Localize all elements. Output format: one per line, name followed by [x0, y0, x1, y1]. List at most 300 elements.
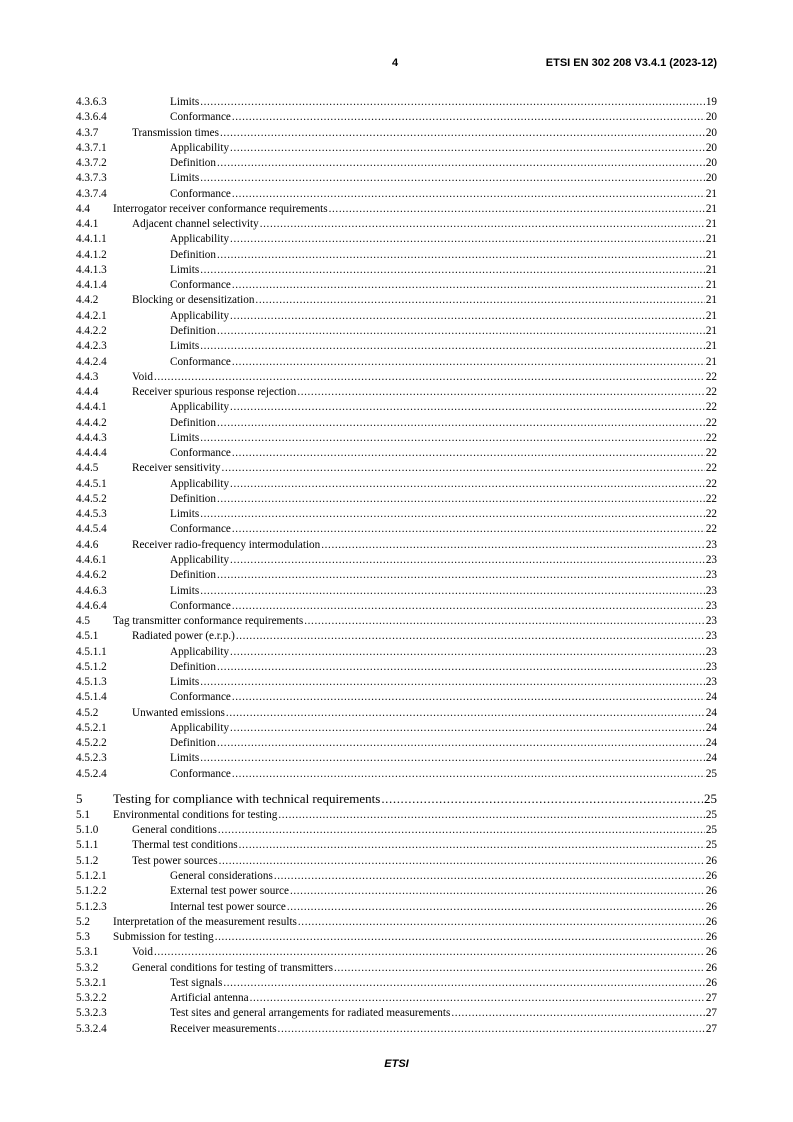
toc-dot-leader: [200, 339, 705, 354]
toc-entry-number: 5.3.1: [76, 946, 99, 959]
toc-entry-line: [170, 431, 717, 446]
toc-dot-leader: [274, 869, 705, 884]
toc-dot-leader: [200, 507, 705, 522]
toc-entry-page: 21: [705, 309, 717, 324]
toc-entry-title: Limits: [170, 584, 200, 597]
toc-dot-leader: [232, 355, 705, 370]
toc-dot-leader: [381, 789, 703, 808]
toc-entry-page: 21: [705, 248, 717, 263]
toc-entry-line: [170, 263, 717, 278]
toc-entry-line: [170, 522, 717, 537]
toc-entry[interactable]: [76, 156, 717, 171]
toc-entry[interactable]: [76, 869, 717, 884]
toc-entry-number: 4.3.7: [76, 126, 99, 139]
toc-entry[interactable]: [76, 629, 717, 644]
toc-entry-title: Test power sources: [132, 854, 218, 867]
toc-entry-page: 21: [705, 217, 717, 232]
toc-entry-number: 4.4.1.4: [76, 279, 107, 292]
toc-entry-number: 4.5.1.2: [76, 660, 107, 673]
toc-entry-line: [170, 187, 717, 202]
toc-dot-leader: [236, 629, 705, 644]
toc-entry-number: 4.4.1.3: [76, 263, 107, 276]
toc-dot-leader: [219, 854, 705, 869]
toc-entry-number: 4.4: [76, 202, 90, 215]
toc-entry-title: Void: [132, 370, 153, 383]
toc-entry-page: 22: [705, 446, 717, 461]
toc-entry-title: Transmission times: [132, 126, 219, 139]
toc-entry-number: 4.4.5.1: [76, 477, 107, 490]
toc-entry-line: [132, 961, 717, 976]
toc-entry-title: Receiver measurements: [170, 1022, 277, 1035]
toc-entry-line: [132, 370, 717, 385]
toc-entry-page: 23: [705, 599, 717, 614]
toc-entry-page: 24: [705, 690, 717, 705]
toc-entry-line: [170, 492, 717, 507]
toc-entry[interactable]: [76, 461, 717, 476]
toc-entry-page: 26: [705, 930, 717, 945]
toc-entry-page: 24: [705, 751, 717, 766]
toc-entry-page: 22: [705, 492, 717, 507]
toc-entry-number: 5.1.0: [76, 824, 99, 837]
toc-entry-page: 23: [705, 675, 717, 690]
toc-entry[interactable]: [76, 324, 717, 339]
toc-entry[interactable]: [76, 492, 717, 507]
toc-entry[interactable]: [76, 961, 717, 976]
toc-entry-title: Artificial antenna: [170, 992, 249, 1005]
toc-entry-number: 4.3.7.3: [76, 172, 107, 185]
toc-entry-number: 4.5.2.4: [76, 767, 107, 780]
toc-entry[interactable]: [76, 751, 717, 766]
toc-entry-title: General conditions: [132, 824, 217, 837]
toc-entry-number: 5.3.2.3: [76, 1007, 107, 1020]
toc-dot-leader: [223, 976, 704, 991]
toc-entry-title: Thermal test conditions: [132, 839, 238, 852]
toc-dot-leader: [239, 838, 705, 853]
toc-entry-title: Blocking or desensitization: [132, 294, 255, 307]
toc-dot-leader: [217, 492, 705, 507]
toc-dot-leader: [217, 736, 705, 751]
toc-entry-line: [132, 461, 717, 476]
toc-entry-page: 23: [705, 568, 717, 583]
toc-entry-title: Submission for testing: [113, 931, 214, 944]
toc-entry-number: 5.1: [76, 808, 90, 821]
toc-entry[interactable]: [76, 808, 717, 823]
toc-entry[interactable]: [76, 278, 717, 293]
toc-entry[interactable]: [76, 584, 717, 599]
toc-entry-line: [170, 991, 717, 1006]
toc-entry[interactable]: [76, 900, 717, 915]
toc-entry-number: 5: [76, 790, 83, 806]
toc-entry-title: Limits: [170, 172, 200, 185]
toc-entry-line: [170, 507, 717, 522]
toc-entry[interactable]: [76, 248, 717, 263]
toc-entry-page: 25: [705, 823, 717, 838]
toc-entry-line: [113, 789, 717, 808]
toc-dot-leader: [200, 263, 705, 278]
toc-dot-leader: [230, 645, 705, 660]
toc-dot-leader: [217, 660, 705, 675]
toc-entry-title: Tag transmitter conformance requirements: [113, 615, 304, 628]
toc-entry[interactable]: [76, 1006, 717, 1021]
toc-entry-number: 4.4.2.1: [76, 309, 107, 322]
toc-entry-line: [170, 477, 717, 492]
toc-entry-page: 23: [705, 660, 717, 675]
toc-entry-number: 5.3.2: [76, 961, 99, 974]
toc-entry-number: 4.3.6.3: [76, 96, 107, 108]
toc-entry-page: 26: [705, 915, 717, 930]
toc-entry-page: 26: [705, 945, 717, 960]
toc-entry-page: 23: [705, 629, 717, 644]
toc-entry-line: [170, 95, 717, 110]
toc-dot-leader: [232, 446, 705, 461]
toc-dot-leader: [218, 823, 705, 838]
toc-dot-leader: [154, 370, 705, 385]
toc-entry-title: Interpretation of the measurement results: [113, 915, 297, 928]
toc-entry-title: Conformance: [170, 599, 231, 612]
toc-entry-title: Applicability: [170, 721, 230, 734]
toc-entry[interactable]: [76, 110, 717, 125]
toc-entry[interactable]: [76, 991, 717, 1006]
toc-entry-number: 4.4.6.4: [76, 599, 107, 612]
toc-entry[interactable]: [76, 823, 717, 838]
toc-entry-page: 24: [705, 736, 717, 751]
toc-entry-title: Limits: [170, 676, 200, 689]
toc-entry-number: 5.3: [76, 931, 90, 944]
toc-entry[interactable]: [76, 568, 717, 583]
toc-entry[interactable]: [76, 690, 717, 705]
toc-dot-leader: [334, 961, 705, 976]
toc-dot-leader: [200, 95, 705, 110]
toc-entry-page: 19: [705, 95, 717, 110]
toc-dot-leader: [200, 171, 705, 186]
toc-dot-leader: [232, 767, 705, 782]
toc-entry-line: [170, 976, 717, 991]
toc-entry-number: 5.2: [76, 915, 90, 928]
toc-entry-page: 21: [705, 202, 717, 217]
toc-entry-number: 4.4.1.1: [76, 233, 107, 246]
toc-entry-page: 22: [705, 416, 717, 431]
toc-entry-title: Definition: [170, 324, 216, 337]
toc-entry-line: [113, 614, 717, 629]
toc-entry[interactable]: [76, 736, 717, 751]
toc-entry-title: External test power source: [170, 885, 289, 898]
toc-entry-number: 4.4.2: [76, 294, 99, 307]
toc-entry[interactable]: [76, 309, 717, 324]
toc-dot-leader: [278, 1022, 705, 1037]
toc-entry-line: [113, 915, 717, 930]
toc-entry-line: [170, 248, 717, 263]
toc-entry-number: 5.1.2.1: [76, 870, 107, 883]
toc-entry[interactable]: [76, 293, 717, 308]
toc-entry[interactable]: [76, 945, 717, 960]
toc-entry-line: [170, 736, 717, 751]
toc-entry-title: Conformance: [170, 187, 231, 200]
toc-entry-page: 23: [705, 645, 717, 660]
toc-entry[interactable]: [76, 477, 717, 492]
toc-entry[interactable]: [76, 522, 717, 537]
toc-entry[interactable]: [76, 385, 717, 400]
toc-entry-number: 4.4.4: [76, 386, 99, 399]
toc-entry[interactable]: [76, 599, 717, 614]
toc-dot-leader: [217, 156, 705, 171]
toc-entry-line: [170, 309, 717, 324]
toc-entry[interactable]: [76, 339, 717, 354]
toc-entry[interactable]: [76, 446, 717, 461]
toc-dot-leader: [200, 431, 705, 446]
toc-entry[interactable]: [76, 416, 717, 431]
toc-entry-number: 4.5.1.4: [76, 691, 107, 704]
toc-entry-page: 21: [705, 232, 717, 247]
toc-entry-line: [132, 854, 717, 869]
toc-dot-leader: [304, 614, 705, 629]
toc-entry-number: 4.4.6.3: [76, 584, 107, 597]
toc-dot-leader: [232, 690, 705, 705]
toc-entry-line: [170, 156, 717, 171]
toc-dot-leader: [230, 400, 705, 415]
toc-entry-page: 21: [705, 263, 717, 278]
toc-entry-line: [170, 278, 717, 293]
toc-entry[interactable]: [76, 263, 717, 278]
toc-entry-page: 26: [705, 976, 717, 991]
toc-entry-title: Limits: [170, 508, 200, 521]
toc-dot-leader: [255, 293, 704, 308]
toc-entry[interactable]: [76, 976, 717, 991]
toc-entry-line: [170, 1006, 717, 1021]
toc-entry-line: [132, 823, 717, 838]
toc-dot-leader: [154, 945, 705, 960]
toc-entry-title: Conformance: [170, 691, 231, 704]
toc-entry-number: 4.4.5.4: [76, 523, 107, 536]
toc-entry[interactable]: [76, 660, 717, 675]
toc-entry-line: [132, 706, 717, 721]
toc-entry-line: [170, 900, 717, 915]
toc-entry[interactable]: [76, 884, 717, 899]
toc-entry-page: 21: [705, 355, 717, 370]
toc-entry-number: 4.5: [76, 615, 90, 628]
toc-entry-line: [170, 884, 717, 899]
toc-entry-line: [170, 751, 717, 766]
toc-entry-page: 21: [705, 293, 717, 308]
toc-entry-title: Applicability: [170, 477, 230, 490]
toc-entry-page: 26: [705, 884, 717, 899]
toc-dot-leader: [232, 110, 705, 125]
toc-entry[interactable]: [76, 930, 717, 945]
toc-entry-line: [113, 808, 717, 823]
toc-dot-leader: [230, 232, 705, 247]
toc-entry-page: 20: [705, 156, 717, 171]
toc-entry-title: Interrogator receiver conformance requirements: [113, 202, 328, 215]
toc-entry-line: [170, 324, 717, 339]
toc-entry-title: Definition: [170, 157, 216, 170]
toc-entry-line: [170, 584, 717, 599]
toc-entry-line: [132, 629, 717, 644]
toc-entry[interactable]: [76, 232, 717, 247]
toc-entry-number: 4.5.1: [76, 630, 99, 643]
toc-entry[interactable]: [76, 141, 717, 156]
toc-entry[interactable]: [76, 789, 717, 808]
toc-entry-title: Limits: [170, 340, 200, 353]
toc-dot-leader: [278, 808, 704, 823]
toc-entry-line: [132, 293, 717, 308]
toc-dot-leader: [217, 568, 705, 583]
toc-entry-number: 4.4.6.2: [76, 569, 107, 582]
toc-entry[interactable]: [76, 706, 717, 721]
toc-entry[interactable]: [76, 400, 717, 415]
toc-entry-line: [113, 202, 717, 217]
toc-entry[interactable]: [76, 767, 717, 782]
toc-dot-leader: [290, 884, 705, 899]
toc-entry[interactable]: [76, 187, 717, 202]
toc-entry-number: 4.5.1.1: [76, 645, 107, 658]
toc-entry[interactable]: [76, 645, 717, 660]
toc-entry-page: 25: [704, 790, 717, 806]
toc-dot-leader: [287, 900, 705, 915]
header-document-id: ETSI EN 302 208 V3.4.1 (2023-12): [545, 57, 717, 69]
toc-entry-number: 4.3.7.2: [76, 157, 107, 170]
toc-entry-page: 27: [705, 991, 717, 1006]
toc-entry[interactable]: [76, 854, 717, 869]
toc-entry-line: [170, 645, 717, 660]
toc-dot-leader: [232, 522, 705, 537]
toc-entry-page: 25: [705, 767, 717, 782]
toc-entry[interactable]: [76, 1022, 717, 1037]
toc-entry-title: Conformance: [170, 111, 231, 124]
toc-entry-line: [113, 930, 717, 945]
toc-entry[interactable]: [76, 202, 717, 217]
toc-entry-number: 4.4.5.2: [76, 492, 107, 505]
toc-dot-leader: [232, 187, 705, 202]
toc-entry-page: 25: [705, 838, 717, 853]
toc-entry[interactable]: [76, 355, 717, 370]
toc-entry-title: Conformance: [170, 447, 231, 460]
toc-entry-title: Radiated power (e.r.p.): [132, 630, 235, 643]
toc-entry[interactable]: [76, 538, 717, 553]
toc-entry-number: 4.5.2: [76, 706, 99, 719]
toc-entry-line: [170, 767, 717, 782]
toc-entry-title: Applicability: [170, 401, 230, 414]
toc-entry-line: [170, 553, 717, 568]
toc-entry-line: [170, 675, 717, 690]
toc-entry-title: Void: [132, 946, 153, 959]
toc-dot-leader: [200, 751, 705, 766]
toc-entry[interactable]: [76, 614, 717, 629]
toc-entry-line: [170, 1022, 717, 1037]
toc-entry-line: [170, 660, 717, 675]
toc-entry-number: 4.3.6.4: [76, 111, 107, 124]
toc-entry-page: 22: [705, 431, 717, 446]
toc-entry-number: 4.4.2.2: [76, 324, 107, 337]
toc-entry-number: 4.4.4.1: [76, 401, 107, 414]
toc-entry-title: Receiver radio-frequency intermodulation: [132, 538, 321, 551]
toc-entry-number: 5.3.2.1: [76, 976, 107, 989]
toc-entry[interactable]: [76, 838, 717, 853]
toc-entry-title: Definition: [170, 248, 216, 261]
toc-dot-leader: [297, 385, 704, 400]
toc-entry-title: Definition: [170, 660, 216, 673]
toc-dot-leader: [451, 1006, 704, 1021]
toc-entry[interactable]: [76, 126, 717, 141]
toc-entry-page: 20: [705, 110, 717, 125]
table-of-contents: [76, 95, 717, 1037]
toc-entry-page: 22: [705, 507, 717, 522]
toc-entry-number: 4.4.5.3: [76, 508, 107, 521]
page-header: [0, 57, 793, 73]
toc-entry[interactable]: [76, 370, 717, 385]
toc-entry-number: 4.4.3: [76, 370, 99, 383]
toc-entry-page: 26: [705, 854, 717, 869]
toc-entry[interactable]: [76, 675, 717, 690]
toc-entry-page: 24: [705, 706, 717, 721]
toc-entry-page: 26: [705, 961, 717, 976]
toc-entry-title: Conformance: [170, 523, 231, 536]
toc-entry-line: [132, 217, 717, 232]
toc-dot-leader: [215, 930, 705, 945]
toc-entry-number: 4.4.1.2: [76, 248, 107, 261]
toc-entry-page: 22: [705, 400, 717, 415]
toc-entry-line: [170, 400, 717, 415]
toc-entry-page: 24: [705, 721, 717, 736]
toc-dot-leader: [222, 461, 705, 476]
toc-entry-title: Unwanted emissions: [132, 706, 225, 719]
toc-entry-page: 21: [705, 339, 717, 354]
toc-entry-line: [170, 339, 717, 354]
toc-entry-number: 5.1.2.2: [76, 885, 107, 898]
toc-entry[interactable]: [76, 95, 717, 110]
toc-entry-title: Receiver sensitivity: [132, 462, 221, 475]
toc-entry-number: 4.4.2.3: [76, 340, 107, 353]
toc-dot-leader: [260, 217, 705, 232]
toc-entry-line: [132, 385, 717, 400]
toc-entry-page: 21: [705, 278, 717, 293]
toc-entry[interactable]: [76, 915, 717, 930]
toc-entry-number: 4.4.6.1: [76, 553, 107, 566]
toc-entry[interactable]: [76, 171, 717, 186]
toc-entry-number: 5.3.2.4: [76, 1022, 107, 1035]
toc-entry[interactable]: [76, 553, 717, 568]
toc-dot-leader: [232, 278, 705, 293]
toc-entry-title: Definition: [170, 737, 216, 750]
toc-entry-title: Applicability: [170, 309, 230, 322]
toc-entry-title: Environmental conditions for testing: [113, 808, 278, 821]
toc-entry-number: 4.3.7.4: [76, 187, 107, 200]
toc-entry-title: Limits: [170, 263, 200, 276]
toc-dot-leader: [250, 991, 705, 1006]
toc-entry-line: [170, 416, 717, 431]
toc-entry-page: 20: [705, 141, 717, 156]
toc-entry-page: 22: [705, 385, 717, 400]
toc-entry-line: [170, 690, 717, 705]
toc-entry-line: [170, 171, 717, 186]
toc-entry[interactable]: [76, 507, 717, 522]
toc-entry-number: 4.4.2.4: [76, 355, 107, 368]
toc-entry-number: 4.5.2.3: [76, 752, 107, 765]
toc-entry-page: 20: [705, 126, 717, 141]
toc-entry-line: [170, 232, 717, 247]
toc-entry-title: Limits: [170, 431, 200, 444]
toc-entry[interactable]: [76, 217, 717, 232]
toc-entry[interactable]: [76, 721, 717, 736]
toc-entry-number: 5.1.2.3: [76, 900, 107, 913]
toc-dot-leader: [230, 553, 705, 568]
toc-dot-leader: [230, 721, 705, 736]
toc-entry-page: 23: [705, 553, 717, 568]
toc-entry-page: 26: [705, 900, 717, 915]
toc-entry[interactable]: [76, 431, 717, 446]
toc-entry-title: Adjacent channel selectivity: [132, 218, 259, 231]
toc-entry-line: [170, 869, 717, 884]
toc-entry-page: 22: [705, 370, 717, 385]
toc-dot-leader: [321, 538, 705, 553]
